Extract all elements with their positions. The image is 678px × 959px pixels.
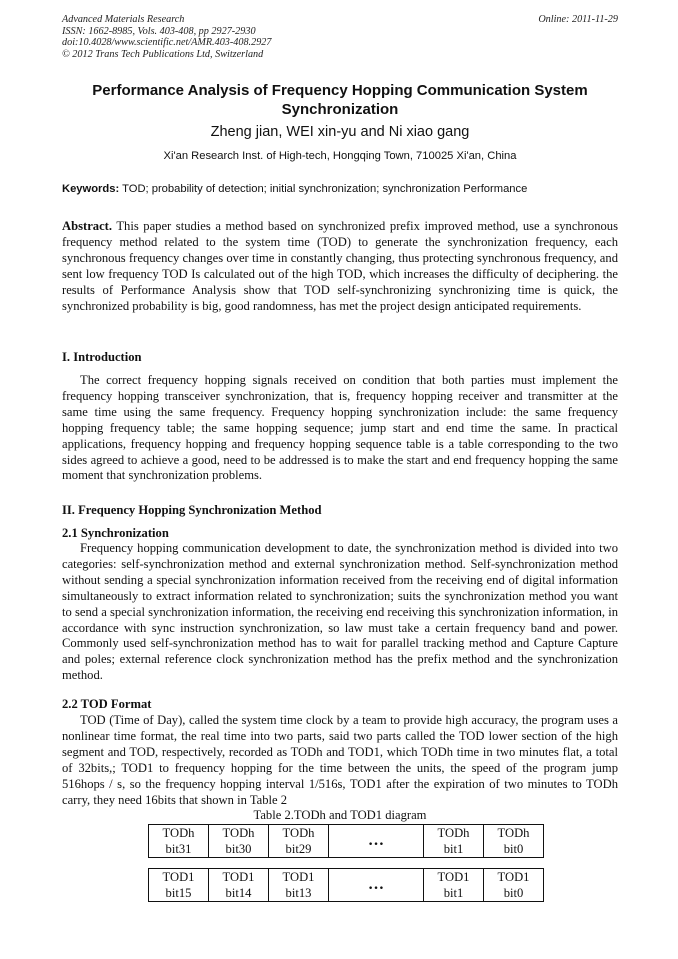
online-date: Online: 2011-11-29 <box>538 14 618 25</box>
table-cell <box>424 869 484 902</box>
cell-bit: bit0 <box>503 842 524 856</box>
doi-line: doi:10.4028/www.scientific.net/AMR.403-408.2927 <box>62 37 272 48</box>
cell-label: TODh <box>162 826 195 840</box>
paper-affiliation: Xi'an Research Inst. of High-tech, Hongqing Town, 710025 Xi'an, China <box>163 150 517 162</box>
cell-bit: bit15 <box>165 886 192 900</box>
table-cell <box>424 825 484 858</box>
cell-bit: bit31 <box>165 842 192 856</box>
cell-bit: bit29 <box>285 842 312 856</box>
cell-label: TOD1 <box>162 870 195 884</box>
todh-table <box>148 824 544 858</box>
cell-label: TODh <box>282 826 315 840</box>
tod1-table <box>148 868 544 902</box>
synchronization-text: Frequency hopping communication development to date, the synchronization method is divided into two categories: self-synchronization method and external synchronization method. Self-synchronization method without sending a special synchronization information received from the receiving end of digital information simultaneously to extract information related to synchronization; suits the synchronization method you want to send a special synchronization information, the receiving end receiving this synchronization information, in accordance with sync instruction synchronization, so law must take a certain frequency band and power. Commonly used self-synchronization method has to wait for parallel tracking method and Capture Capture and poles; external reference clock synchronization method has the prefix method and the synchronization method. <box>62 541 618 683</box>
table-caption: Table 2.TODh and TOD1 diagram <box>253 808 427 822</box>
tod-format-text: TOD (Time of Day), called the system time clock by a team to provide high accuracy, the program uses a nonlinear time format, the real time into two parts, said two parts called the TOD lower section of the high segment and TOD, respectively, recorded as TODh and TOD1, which TODh time in two minutes flat, a total of 32bits,; TOD1 to frequency hopping for the time between the units, the speed of the program jump 516hops / s, so the frequency hopping interval 1/516s, TOD1 after the expiration of two minutes to TODh carry, they need 16bits that shown in Table 2 <box>62 713 618 807</box>
cell-bit: bit30 <box>225 842 252 856</box>
method-heading: II. Frequency Hopping Synchronization Method <box>62 503 322 517</box>
synchronization-heading: 2.1 Synchronization <box>62 526 169 540</box>
paper-authors: Zheng jian, WEI xin-yu and Ni xiao gang <box>210 124 470 140</box>
ellipsis-cell: … <box>329 825 424 858</box>
table-cell <box>484 825 544 858</box>
cell-label: TOD1 <box>497 870 530 884</box>
introduction-heading: I. Introduction <box>62 350 142 364</box>
paper-title: Performance Analysis of Frequency Hopping Communication System Synchronization <box>92 82 588 118</box>
abstract-text: This paper studies a method based on synchronized prefix improved method, use a synchronous frequency method related to the system time (TOD) to generate the synchronization frequency, each synchronous frequency changes over time in constantly changing, thus protecting synchronous frequency, and sent low frequency TOD Is calculated out of the high TOD, which increases the difficulty of deciphering. the results of Performance Analysis show that TOD self-synchronizing synchronizing time is quick, the synchronized probability is big, good randomness, has met the project design anticipated requirements. <box>62 219 618 313</box>
abstract <box>62 219 618 314</box>
cell-bit: bit1 <box>443 886 464 900</box>
journal-header <box>62 14 618 60</box>
copyright-line: © 2012 Trans Tech Publications Ltd, Switzerland <box>62 48 264 60</box>
tod-format-heading: 2.2 TOD Format <box>62 697 152 711</box>
keywords-text: TOD; probability of detection; initial synchronization; synchronization Performance <box>119 183 528 195</box>
table-cell <box>209 825 269 858</box>
cell-bit: bit14 <box>225 886 252 900</box>
cell-bit: bit1 <box>443 842 464 856</box>
cell-label: TODh <box>497 826 530 840</box>
ellipsis-cell: … <box>329 869 424 902</box>
cell-label: TODh <box>222 826 255 840</box>
introduction-text: The correct frequency hopping signals received on condition that both parties must implement the frequency hopping transceiver synchronization, that is, frequency hopping receiver and transmitter at the same time using the same frequency. Frequency hopping synchronization include: the same frequency hopping frequency table; the same hopping sequence; jump start and end time the same. In practical applications, frequency hopping and frequency hopping sequence table is a table corresponding to the two sides agreed to achieve a good, need to be addressed is to make the start and end frequency hopping the same moment that synchronization problems. <box>62 373 618 483</box>
table-cell <box>269 869 329 902</box>
keywords-label: Keywords: <box>62 183 120 195</box>
issn-line: ISSN: 1662-8985, Vols. 403-408, pp 2927-2930 <box>62 25 256 37</box>
cell-label: TOD1 <box>222 870 255 884</box>
cell-label: TODh <box>437 826 470 840</box>
journal-name: Advanced Materials Research <box>62 14 185 25</box>
cell-bit: bit13 <box>285 886 312 900</box>
cell-label: TOD1 <box>437 870 470 884</box>
table-cell <box>149 869 209 902</box>
table-cell <box>209 869 269 902</box>
abstract-label: Abstract. <box>62 219 113 233</box>
table-cell <box>484 869 544 902</box>
cell-label: TOD1 <box>282 870 315 884</box>
cell-bit: bit0 <box>503 886 524 900</box>
table-cell <box>269 825 329 858</box>
table-cell <box>149 825 209 858</box>
keywords <box>62 183 618 195</box>
